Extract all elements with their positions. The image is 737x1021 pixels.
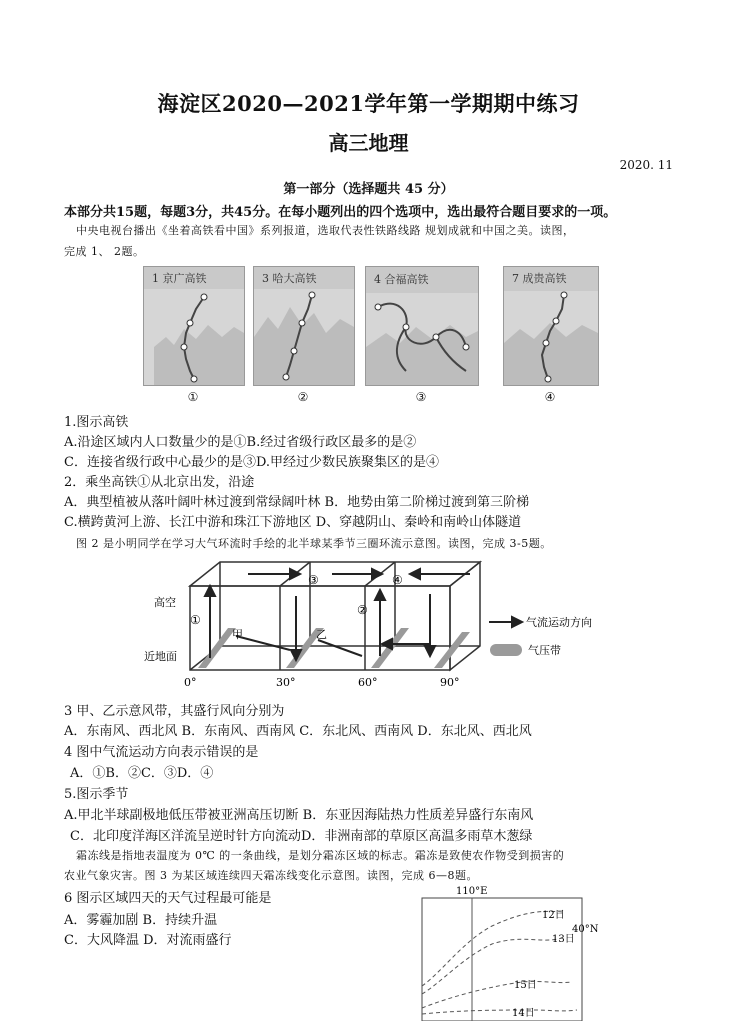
q5-options-ab: A.甲北半球副极地低压带被亚洲高压切断 B．东亚因海陆热力性质差异盛行东南风 — [64, 808, 534, 823]
q3-options: A．东南风、西北风 B．东南风、西南风 C．东北风、西南风 D．东北风、西北风 — [64, 724, 532, 739]
q1-stem: 1.图示高铁 — [64, 415, 129, 430]
q4-options: A．①B．②C．③D．④ — [70, 766, 214, 781]
map-caption-2: ② — [297, 390, 309, 404]
q2-options-cd: C.横跨黄河上游、长江中游和珠江下游地区 D、穿越阴山、秦岭和南岭山体隧道 — [64, 515, 522, 530]
frost-line-map — [412, 882, 599, 1021]
lat-30: 30° — [276, 676, 296, 689]
arrow-mark-4: ④ — [392, 573, 403, 587]
map-title-1: 1 京广高铁 — [152, 272, 207, 285]
lat-60: 60° — [358, 676, 378, 689]
label-high-altitude: 高空 — [154, 596, 176, 609]
railway-map-4 — [503, 266, 599, 386]
legend-belt-label: 气压带 — [528, 644, 561, 657]
q2-options-ab: A．典型植被从落叶阔叶林过渡到常绿阔叶林 B．地势由第二阶梯过渡到第三阶梯 — [64, 495, 530, 510]
frost-day-15: 15日 — [514, 980, 537, 991]
lat-0: 0° — [184, 676, 197, 689]
map-title-3: 4 合福高铁 — [374, 273, 429, 286]
intro1-line1: 中央电视台播出《坐着高铁看中国》系列报道，选取代表性铁路线路 规划成就和中国之美。读图， — [76, 224, 575, 237]
railway-map-1 — [143, 266, 245, 386]
q4-stem: 4 图中气流运动方向表示错误的是 — [64, 745, 259, 760]
railway-map-2 — [253, 266, 355, 386]
map-caption-1: ① — [187, 390, 199, 404]
railway-map-3 — [365, 266, 479, 386]
intro3-line2: 农业气象灾害。图 3 为某区域连续四天霜冻线变化示意图。读图，完成 6—8题。 — [64, 869, 478, 882]
map-title-2: 3 哈大高铁 — [262, 272, 317, 285]
frost-day-14: 14日 — [512, 1008, 535, 1019]
q5-options-cd: C．北印度洋海区洋流呈逆时针方向流动D．非洲南部的草原区高温多雨草木葱绿 — [70, 829, 533, 844]
q6-options-cd: C．大风降温 D．对流雨盛行 — [64, 933, 232, 948]
arrow-mark-2: ② — [357, 603, 368, 617]
circulation-diagram — [140, 558, 610, 690]
lon-label: 110°E — [456, 886, 488, 897]
q1-options-ab: A.沿途区域内人口数量少的是①B.经过省级行政区最多的是② — [64, 435, 417, 450]
section-instruction: 本部分共15题，每题3分，共45分。在每小题列出的四个选项中，选出最符合题目要求的一项。 — [64, 205, 617, 220]
q6-options-ab: A．雾霾加剧 B．持续升温 — [64, 913, 218, 928]
arrow-mark-1: ① — [190, 613, 201, 627]
label-near-surface: 近地面 — [144, 650, 177, 663]
intro1-line2: 完成 1、 2题。 — [64, 245, 145, 258]
q5-stem: 5.图示季节 — [64, 787, 129, 802]
legend-arrow-label: 气流运动方向 — [526, 616, 592, 629]
zone-jia: 甲 — [232, 628, 243, 641]
map-title-4: 7 成贵高铁 — [512, 272, 567, 285]
map-caption-3: ③ — [415, 390, 427, 404]
arrow-mark-3: ③ — [308, 573, 319, 587]
page-title: 海淀区2020—2021学年第一学期期中练习 — [157, 91, 580, 116]
lat-label: 40°N — [572, 924, 599, 935]
q6-stem: 6 图示区域四天的天气过程最可能是 — [64, 891, 272, 906]
page-subtitle: 高三地理 — [328, 131, 409, 155]
exam-date: 2020. 11 — [619, 158, 673, 172]
q3-stem: 3 甲、乙示意风带，其盛行风向分别为 — [64, 704, 285, 719]
intro3-line1: 霜冻线是指地表温度为 0℃ 的一条曲线，是划分霜冻区域的标志。霜冻是致使农作物受到损害的 — [76, 849, 565, 862]
frost-day-12: 12日 — [542, 910, 565, 921]
map-caption-4: ④ — [544, 390, 556, 404]
frost-day-13: 13日 — [552, 934, 575, 945]
q2-stem: 2．乘坐高铁①从北京出发，沿途 — [64, 475, 255, 490]
q1-options-cd: C．连接省级行政中心最少的是③D.甲经过少数民族聚集区的是④ — [64, 455, 440, 470]
lat-90: 90° — [440, 676, 460, 689]
intro2: 图 2 是小明同学在学习大气环流时手绘的北半球某季节三圈环流示意图。读图，完成 3-5题。 — [76, 537, 552, 550]
zone-yi: 乙 — [316, 628, 327, 641]
section-heading: 第一部分（选择题共 45 分） — [283, 182, 454, 197]
